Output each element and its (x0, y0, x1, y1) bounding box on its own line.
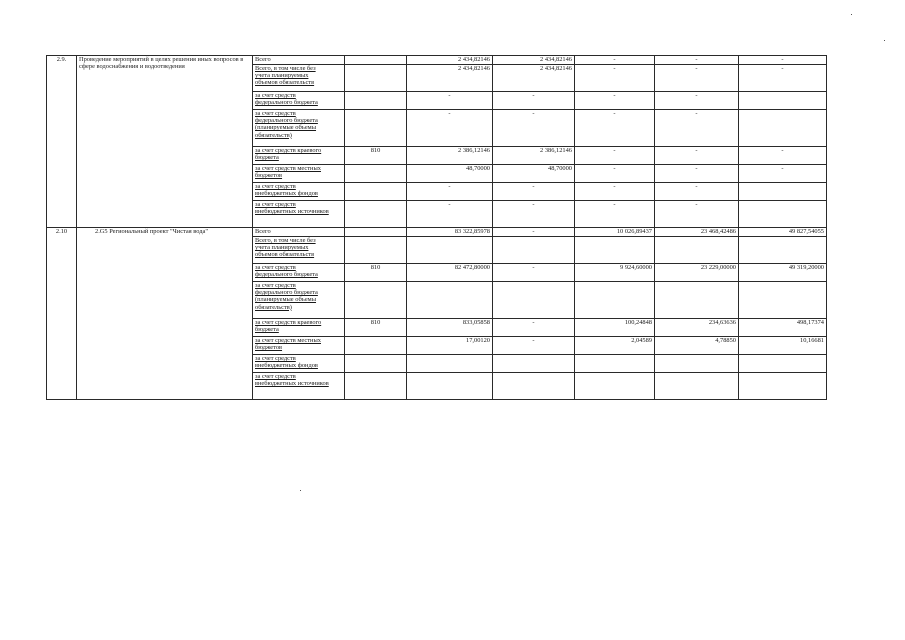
amount-year-4 (739, 201, 827, 228)
amount-year-2: - (575, 65, 655, 92)
amount-year-2: - (575, 183, 655, 201)
amount-total (407, 355, 493, 373)
amount-year-2: - (575, 56, 655, 65)
amount-year-3: 23 229,00000 (655, 264, 739, 282)
amount-year-3 (655, 373, 739, 400)
amount-year-1: - (493, 183, 575, 201)
amount-year-4: - (739, 56, 827, 65)
amount-year-1: - (493, 337, 575, 355)
table-body (47, 56, 827, 400)
section-number: 2.10 (47, 228, 77, 400)
budget-code (345, 201, 407, 228)
amount-year-1: 48,70000 (493, 165, 575, 183)
budget-code: 810 (345, 264, 407, 282)
amount-year-1 (493, 373, 575, 400)
amount-total: - (407, 92, 493, 110)
budget-code: 810 (345, 147, 407, 165)
amount-year-2: 10 026,89437 (575, 228, 655, 237)
table-row (47, 228, 827, 237)
amount-year-2 (575, 373, 655, 400)
amount-year-3: - (655, 183, 739, 201)
funding-source: Всего, в том числе без учета планируемых объемов обязательств (253, 237, 345, 264)
funding-source: Всего, в том числе без учета планируемых объемов обязательств (253, 65, 345, 92)
amount-year-4 (739, 110, 827, 147)
funding-source: Всего (253, 228, 345, 237)
budget-code (345, 228, 407, 237)
amount-year-3: - (655, 92, 739, 110)
amount-year-3 (655, 355, 739, 373)
amount-year-1: - (493, 201, 575, 228)
funding-source: за счет средств краевого бюджета (253, 319, 345, 337)
amount-total: 17,00120 (407, 337, 493, 355)
funding-source: за счет средств местных бюджетов (253, 337, 345, 355)
amount-year-1: - (493, 110, 575, 147)
amount-total: 2 434,82146 (407, 56, 493, 65)
amount-year-2: 2,04589 (575, 337, 655, 355)
amount-year-3: - (655, 201, 739, 228)
amount-year-4: - (739, 165, 827, 183)
section-name: 2.G5 Региональный проект "Чистая вода" (77, 228, 253, 400)
scan-speck (851, 14, 852, 15)
amount-year-1: 2 434,82146 (493, 56, 575, 65)
section-number: 2.9. (47, 56, 77, 228)
amount-total: - (407, 110, 493, 147)
amount-year-3: - (655, 56, 739, 65)
funding-source: за счет средств краевого бюджета (253, 147, 345, 165)
amount-year-3: - (655, 110, 739, 147)
amount-year-4 (739, 92, 827, 110)
amount-year-4: 49 827,54055 (739, 228, 827, 237)
funding-source: за счет средств внебюджетных фондов (253, 183, 345, 201)
budget-code (345, 237, 407, 264)
amount-total: - (407, 201, 493, 228)
amount-total: - (407, 183, 493, 201)
amount-year-1 (493, 282, 575, 319)
amount-year-2: - (575, 201, 655, 228)
funding-source: за счет средств федерального бюджета (планируемые объемы обязательств) (253, 110, 345, 147)
amount-year-1 (493, 355, 575, 373)
amount-year-3: - (655, 165, 739, 183)
amount-year-3 (655, 237, 739, 264)
amount-year-1: - (493, 264, 575, 282)
funding-source: за счет средств федерального бюджета (планируемые объемы обязательств) (253, 282, 345, 319)
amount-year-4: 10,16681 (739, 337, 827, 355)
amount-total (407, 282, 493, 319)
amount-year-4 (739, 282, 827, 319)
funding-source: за счет средств внебюджетных источников (253, 201, 345, 228)
amount-year-2: - (575, 165, 655, 183)
budget-code (345, 92, 407, 110)
amount-total: 82 472,80000 (407, 264, 493, 282)
budget-table (46, 55, 827, 400)
amount-year-2: - (575, 110, 655, 147)
amount-year-2 (575, 282, 655, 319)
budget-code (345, 165, 407, 183)
budget-code: 810 (345, 319, 407, 337)
amount-year-3: - (655, 65, 739, 92)
amount-total: 48,70000 (407, 165, 493, 183)
amount-year-3: 234,63636 (655, 319, 739, 337)
amount-year-4 (739, 183, 827, 201)
amount-year-4: 49 319,20000 (739, 264, 827, 282)
funding-source: за счет средств внебюджетных фондов (253, 355, 345, 373)
amount-year-3: 4,78850 (655, 337, 739, 355)
funding-source: за счет средств федерального бюджета (253, 264, 345, 282)
amount-total (407, 237, 493, 264)
amount-year-3: 23 468,42486 (655, 228, 739, 237)
section-name: Проведение мероприятий в целях решения иных вопросов в сфере водоснабжения и водоотведения (77, 56, 253, 228)
scan-speck (884, 40, 885, 41)
amount-year-2: - (575, 147, 655, 165)
amount-year-4: - (739, 147, 827, 165)
budget-code (345, 282, 407, 319)
budget-code (345, 355, 407, 373)
amount-year-2 (575, 355, 655, 373)
amount-year-4 (739, 373, 827, 400)
amount-total: 2 386,12146 (407, 147, 493, 165)
amount-year-1: 2 386,12146 (493, 147, 575, 165)
amount-year-1: 2 434,82146 (493, 65, 575, 92)
amount-total: 2 434,82146 (407, 65, 493, 92)
budget-code (345, 110, 407, 147)
budget-code (345, 56, 407, 65)
amount-total: 83 322,85978 (407, 228, 493, 237)
amount-total: 833,05858 (407, 319, 493, 337)
amount-year-2: 100,24848 (575, 319, 655, 337)
amount-year-2: 9 924,60000 (575, 264, 655, 282)
amount-year-4 (739, 355, 827, 373)
amount-year-1: - (493, 92, 575, 110)
amount-year-3 (655, 282, 739, 319)
amount-year-4 (739, 237, 827, 264)
amount-year-2: - (575, 92, 655, 110)
funding-source: Всего (253, 56, 345, 65)
budget-code (345, 337, 407, 355)
table-row (47, 56, 827, 65)
amount-year-3: - (655, 147, 739, 165)
budget-code (345, 183, 407, 201)
budget-code (345, 65, 407, 92)
amount-year-1: - (493, 228, 575, 237)
amount-year-2 (575, 237, 655, 264)
scan-speck (300, 490, 301, 491)
funding-source: за счет средств местных бюджетов (253, 165, 345, 183)
amount-year-4: - (739, 65, 827, 92)
funding-source: за счет средств федерального бюджета (253, 92, 345, 110)
budget-code (345, 373, 407, 400)
amount-year-1 (493, 237, 575, 264)
amount-total (407, 373, 493, 400)
amount-year-4: 498,17374 (739, 319, 827, 337)
funding-source: за счет средств внебюджетных источников (253, 373, 345, 400)
amount-year-1: - (493, 319, 575, 337)
